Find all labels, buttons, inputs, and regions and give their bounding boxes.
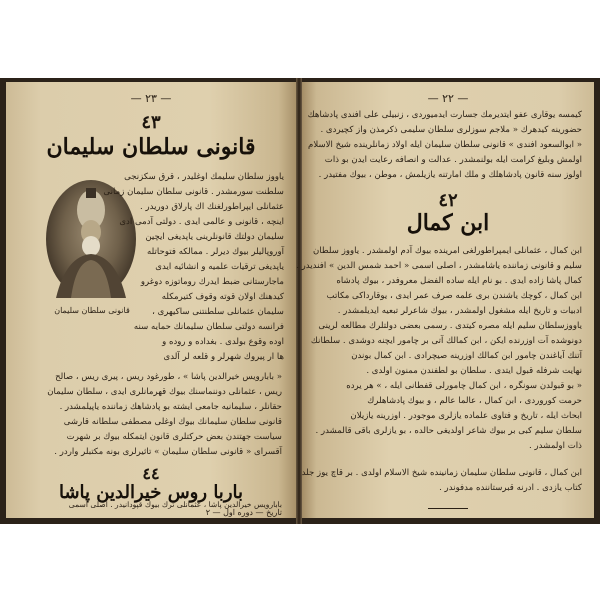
left-text-beside-portrait	[103, 170, 284, 365]
text-line: ابن كمال ، قانونی سلطان سلیمان زمانینده شیخ الاسلام اولدی . بر قاچ یوز جلد	[301, 468, 582, 478]
text-line: فرانسه دولتی سلطان سلیمانك حمایه سنه	[133, 322, 284, 332]
text-line: ذات اولمشدر .	[529, 441, 582, 451]
text-line: حرمت كوروردی ، ابن كمال ، عالما عالم ، و بیوك پادشاهلرك	[367, 396, 582, 406]
left-text-full-width	[20, 370, 282, 460]
right-page-number: — ٢٢ —	[427, 92, 469, 105]
text-line: آقسرای « قانونی سلطان سلیمان » تاثیرلری بونه مكتبلر واردر .	[54, 447, 282, 457]
text-line: اولوز سنه قانون پادشاهلك و ملك امارتنه یازیلمش ، موطن ، بیوك مفتیدر .	[318, 170, 582, 180]
text-line: حقانلر ، سلیمانیه جامعی ایشته بو پادشاهك زماننده یاپیلمشدر .	[59, 402, 282, 412]
text-line: آوروپالیلر بیوك دیرلر . ممالكه فتوحاتله	[147, 247, 284, 257]
text-line: « بو قبولدن سونگره ، ابن كمال چامورلی قفطانی ایله ، » هر یرده	[346, 381, 582, 391]
text-line: سلیم و قانونی زماننده یاشامشدر ، اصلی اسمی « احمد شمس الدین » افندیدر .	[296, 261, 582, 271]
text-line: عثمانلی ایپراطورلغنك اك پارلاق دوریدر .	[139, 202, 284, 212]
text-line: نهایت شرفله قبول ایتدی . سلطان بو لطفندن ممنون اولدی .	[366, 366, 582, 376]
right-page	[296, 82, 594, 518]
text-line: یاووزسلطان سلیم ایله مصره كیتدی . رسمی بعضی دولتلرك مطالعه لرینی	[318, 321, 582, 331]
text-line: كتاب یازدی . ادرنه قبرستاننده مدفوندر .	[439, 483, 582, 493]
left-page-number: — ٢٣ —	[130, 92, 172, 105]
text-line: كیدهنك اولان قوته وقوف كتیرمكله	[161, 292, 284, 302]
right-section-number: ٤٢	[438, 190, 458, 211]
text-line: ریس ، عثمانلی دوننماسنك بیوك قهرمانلری ایدی ، سلطان سلیمان	[47, 387, 282, 397]
right-text-end	[301, 466, 582, 496]
text-line: كیمسه یوقاری عفو ایتدیرمك جسارت ایدمیوردی ، زنبیلی علی افندی پادشاهك	[307, 110, 582, 120]
portrait-caption: قانونی سلطان سلیمان	[54, 306, 130, 315]
text-line: دونوشده آت اوزرنده ایكن ، ابن كمالك آتی بر چامور ایچنه دوشدی . سلطانك	[310, 336, 582, 346]
left-section2-number: ٤٤	[142, 464, 160, 483]
text-line: سلطان سلیم كبی بر بیوك شاعر اولدیغی حالده ، بو یازلری باقی قالمشدر .	[315, 426, 582, 436]
text-line: ابن كمال ، كوچك یاشندن بری علمه صرف عمر ایدی ، یوقارداكی مكاتب	[326, 291, 582, 301]
text-line: حضورینه كیدهرك « ملاجم سوزلری سلطان سلیمی ذكرمذن واز كچیردی .	[320, 125, 582, 135]
text-line: یاپدیغی ترقیات علمیه و انشائیه ایدی	[155, 262, 284, 272]
left-page-footer: تاریخ — دوره اول — ٢	[205, 508, 282, 517]
end-rule-divider	[428, 508, 468, 509]
text-line: سلیمان عثمانلی سلطنتنی ساكیهری ،	[152, 307, 284, 317]
text-line: ماجارستانی ضبط ایدرك روماتوزه دوغرو	[140, 277, 284, 287]
right-text-top	[307, 108, 582, 183]
left-section-number: ٤٣	[141, 112, 161, 133]
left-section-title: قانونی سلطان سلیمان	[46, 134, 256, 160]
right-section-title: ابن كمال	[406, 210, 490, 236]
text-line: آتنك آیاغندن چامور ابن كمالك اوزرینه صیچرادی . ابن كمال بوندن	[351, 351, 582, 361]
text-line: یاووز سلطان سلیمك اوغلیدر ، قرق سكزنجی	[124, 172, 284, 182]
left-section2-title: باربا روس خیرالدین پاشا	[58, 482, 244, 503]
text-line: سیاست جهتندن بعض حركتلری قانون ایتمكله بیوك بر شهرت	[66, 432, 282, 442]
text-line: ادبیات و تاریخ ایله مشغول اولمشدر ، بیوك شاعرلر تبعیه ایدیلمشدر .	[337, 306, 582, 316]
text-line: اوده وقوع بولدی . بغداده و روده و	[162, 337, 284, 347]
text-line: اولمش وبلیغ كرامت ایله بولنمشدر . عدالت و انصافه رعایت ایدن بو ذات	[324, 155, 582, 165]
right-section-text	[296, 244, 582, 454]
left-page	[6, 82, 296, 518]
text-line: كمال پاشا زاده ایدی . بو نام ایله ساده الفضل معروفدر ، بیوك پادشاه	[336, 276, 582, 286]
open-book	[0, 78, 600, 524]
text-line: ها ار پیروك شهرلر و قلعه لر آلدی	[163, 352, 284, 362]
text-line: قانونی سلطان سلیمانك بیوك اوغلی مصطفی سلطانه قارشی	[63, 417, 282, 427]
text-line: سلطنت سورمشدر . قانونی سلطان سلیمان زمانی	[103, 187, 284, 197]
text-line: ابن كمال ، عثمانلی ایمپراطورلغی امرینده بیوك آدم اولمشدر . یاووز سلطان	[312, 246, 582, 256]
text-line: « بابارویس خیرالدین پاشا » ، طورغود ریس ، پیری ریس ، صالح	[55, 372, 282, 382]
text-line: « ابوالسعود افندی » قانونی سلطان سلیمان ایله اولاد زمانلرینده شیخ الاسلام	[308, 140, 582, 150]
text-line: بابارویس خیرالدین پاشا ، عثمانلی ترك بیوك قپودانیدر . اصلی اسمی	[68, 500, 282, 509]
text-line: سلیمان دولتك قانونلرینی یاپدیغی ایچین	[145, 232, 284, 242]
text-line: ابحاث ایله ، تاریخ و فتاوی علماده یازلری موجودر . اوزرینه یازیلان	[350, 411, 582, 421]
text-line: اینچه ، قانونی و عالمی ایدی . دولتی آدمی ادی	[119, 217, 284, 227]
